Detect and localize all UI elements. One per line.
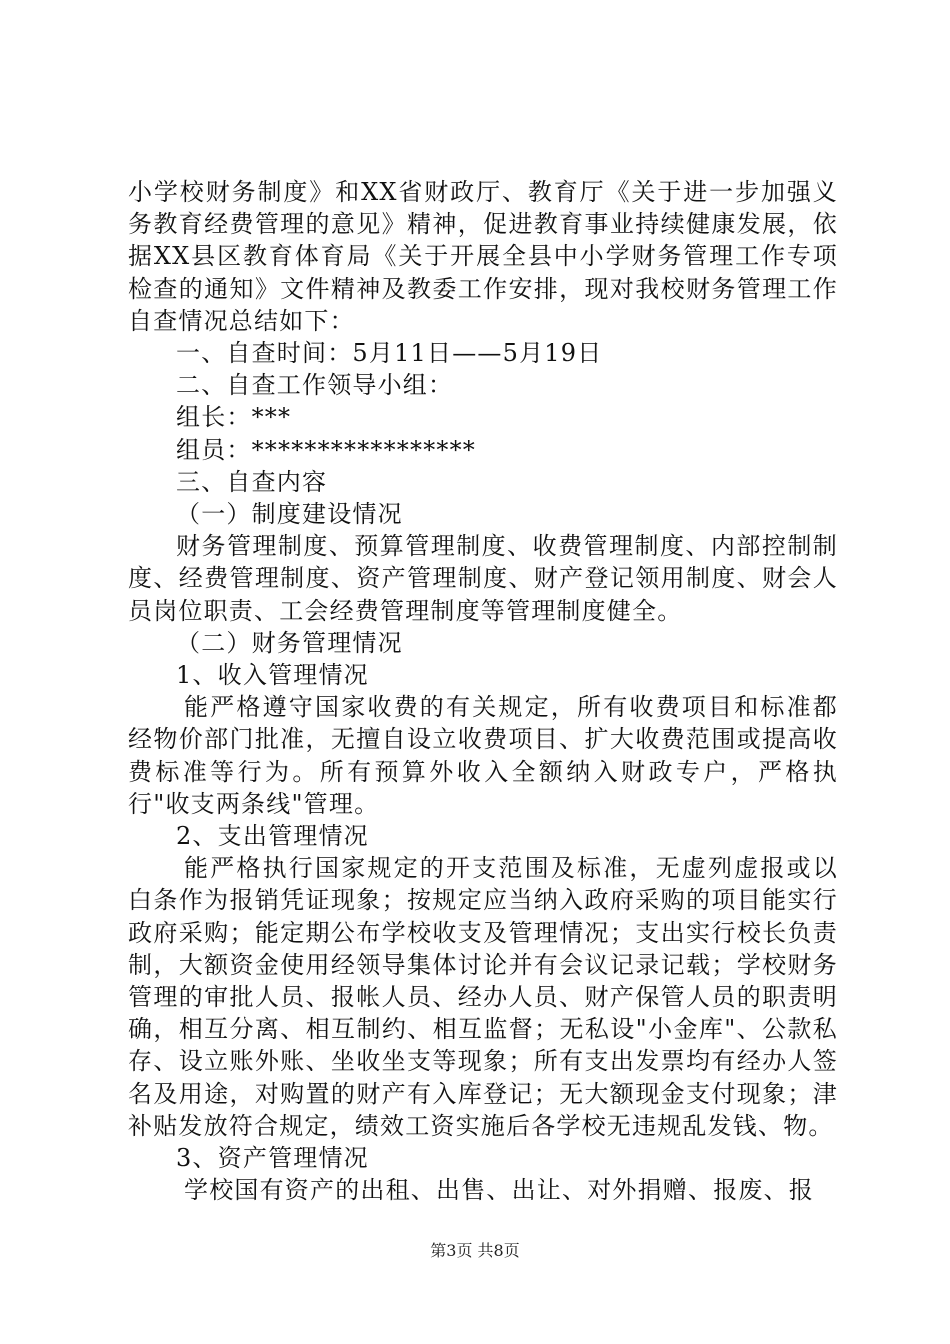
paragraph-system-construction: 财务管理制度、预算管理制度、收费管理制度、内部控制制度、经费管理制度、资产管理制度、财产登记领用制度、财会人员岗位职责、工会经费管理制度等管理制度健全。 xyxy=(128,532,838,625)
heading-financial-management: （二）财务管理情况 xyxy=(176,628,403,657)
heading-income-management: 1、收入管理情况 xyxy=(176,661,369,690)
paragraph-intro: 小学校财务制度》和XX省财政厅、教育厅《关于进一步加强义务教育经费管理的意见》精神，促进教育事业持续健康发展，依据XX县区教育体育局《关于开展全县中小学财务管理工作专项检查的通知》文件精神及教委工作安排，现对我校财务管理工作自查情况总结如下： xyxy=(128,178,838,335)
heading-expenditure-management: 2、支出管理情况 xyxy=(176,822,369,851)
paragraph-income-management: 能严格遵守国家收费的有关规定，所有收费项目和标准都经物价部门批准，无擅自设立收费项目、扩大收费范围或提高收费标准等行为。所有预算外收入全额纳入财政专户，严格执行"收支两条线"管理。 xyxy=(128,693,838,818)
page-footer: 第3页 共8页 xyxy=(430,1241,520,1260)
paragraph-asset-management: 学校国有资产的出租、出售、出让、对外捐赠、报废、报 xyxy=(184,1176,814,1205)
paragraph-expenditure-management: 能严格执行国家规定的开支范围及标准，无虚列虚报或以白条作为报销凭证现象；按规定应当纳入政府采购的项目能实行政府采购；能定期公布学校收支及管理情况；支出实行校长负责制，大额资金使用经领导集体讨论并有会议记录记载；学校财务管理的审批人员、报帐人员、经办人员、财产保管人员的职责明确，相互分离、相互制约、相互监督；无私设"小金库"、公款私存、设立账外账、坐收坐支等现象；所有支出发票均有经办人签名及用途，对购置的财产有入库登记；无大额现金支付现象；津补贴发放符合规定，绩效工资实施后各学校无违规乱发钱、物。 xyxy=(128,854,838,1140)
paragraph-check-time: 一、自查时间：5月11日——5月19日 xyxy=(176,339,603,368)
heading-check-content: 三、自查内容 xyxy=(176,467,328,496)
paragraph-group-leader: 组长：*** xyxy=(176,403,292,432)
heading-system-construction: （一）制度建设情况 xyxy=(176,500,403,529)
heading-asset-management: 3、资产管理情况 xyxy=(176,1144,369,1173)
document-body xyxy=(128,176,838,1207)
paragraph-group-members: 组员：***************** xyxy=(176,435,476,464)
paragraph-leading-group: 二、自查工作领导小组： xyxy=(176,371,454,400)
